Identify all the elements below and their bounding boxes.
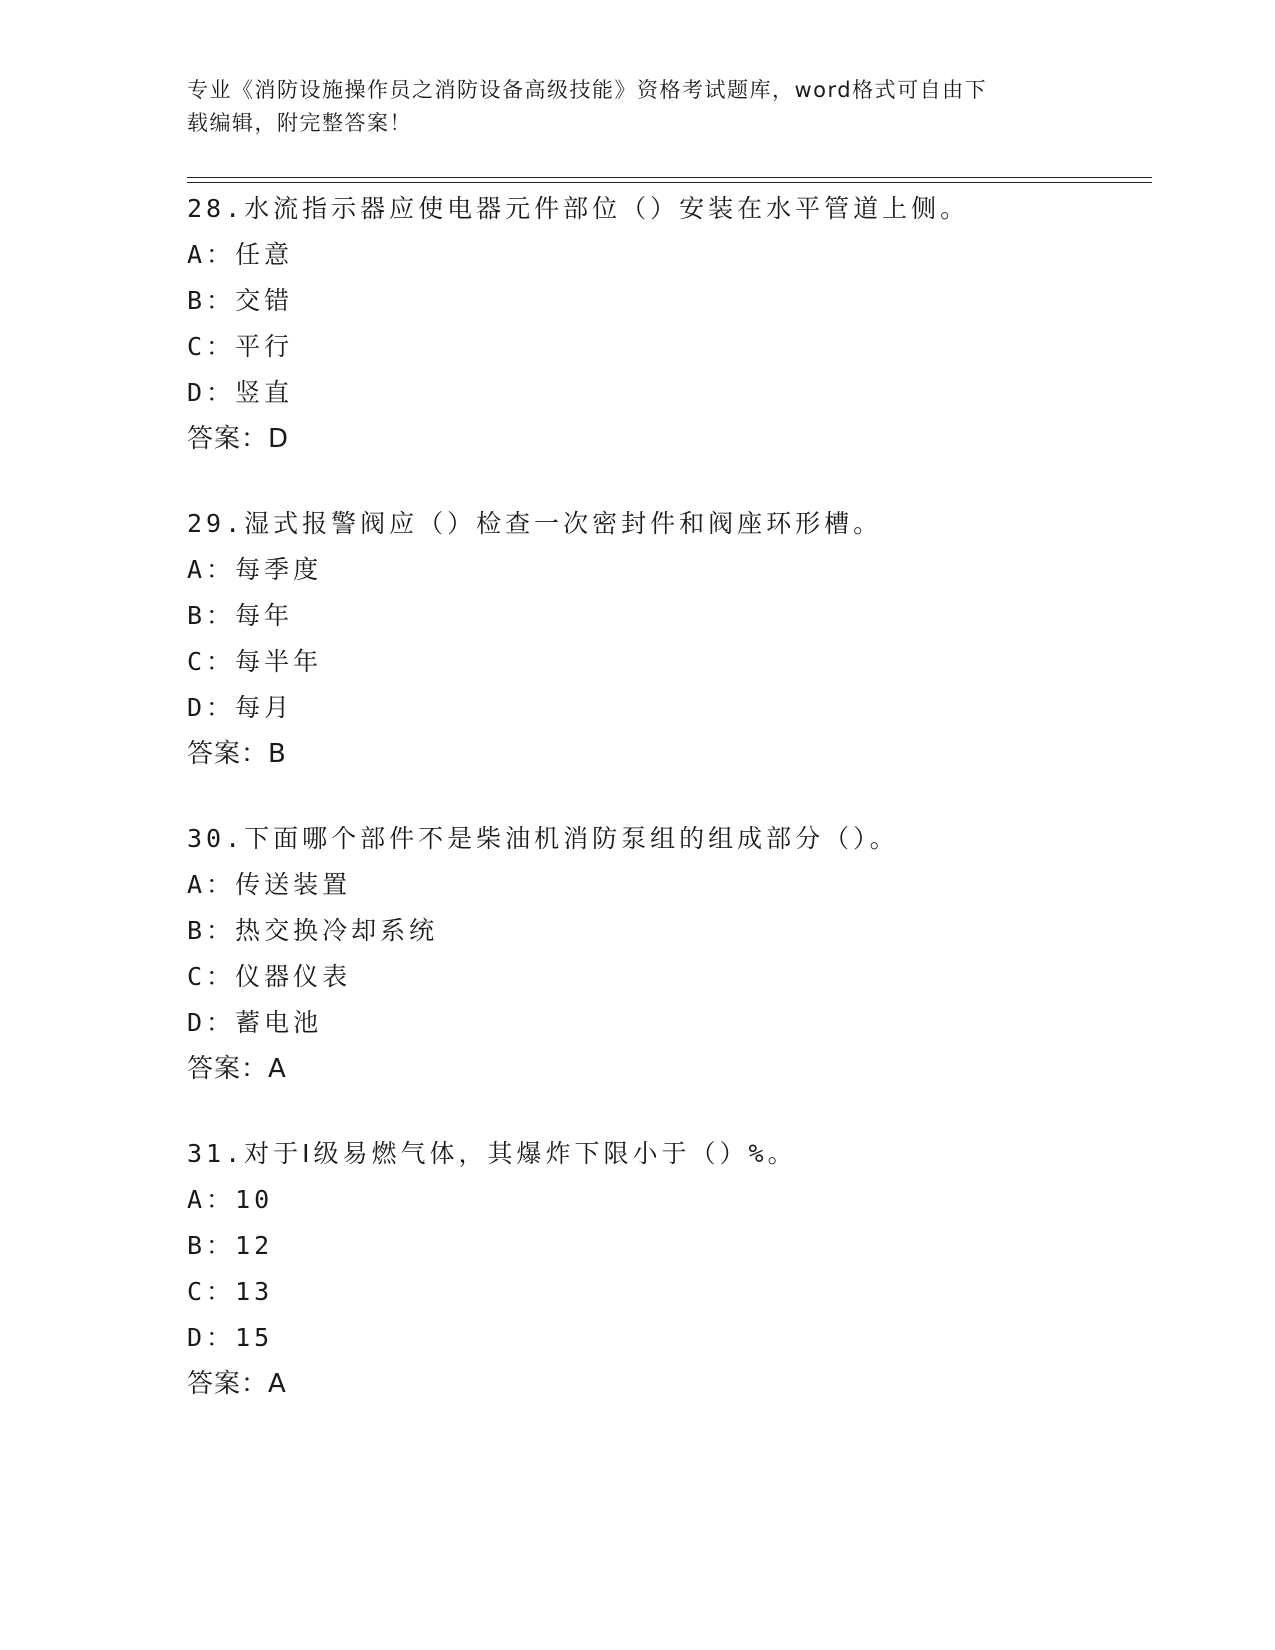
option-b [187,1223,1152,1269]
option-text: 每月 [235,693,294,722]
option-text: 任意 [235,240,294,269]
option-d [187,1000,1152,1046]
question-28 [187,186,1152,462]
option-text: 仪器仪表 [235,962,352,991]
answer-line: 答案：B [187,739,287,769]
option-key: C： [187,647,236,676]
option-key: D： [187,693,236,722]
question-title: 28.水流指示器应使电器元件部位（）安装在水平管道上侧。 [187,194,970,223]
option-key: D： [187,1008,236,1037]
option-text: 每季度 [235,555,323,584]
option-key: C： [187,332,236,361]
question-30 [187,816,1152,1092]
option-key: B： [187,916,236,945]
option-text: 交错 [235,286,294,315]
option-a [187,1177,1152,1223]
option-text: 每半年 [235,647,323,676]
answer-line: 答案：A [187,1369,287,1399]
question-title: 29.湿式报警阀应（）检查一次密封件和阀座环形槽。 [187,509,883,538]
option-text: 每年 [235,601,294,630]
header-line-1: 专业《消防设施操作员之消防设备高级技能》资格考试题库，word格式可自由下 [187,78,988,102]
option-text: 热交换冷却系统 [235,916,439,945]
option-c [187,1269,1152,1315]
option-text: 竖直 [235,378,294,407]
option-b [187,278,1152,324]
option-text: 13 [235,1277,274,1306]
option-text: 蓄电池 [235,1008,323,1037]
option-a [187,862,1152,908]
question-31 [187,1131,1152,1407]
option-d [187,685,1152,731]
option-d [187,1315,1152,1361]
option-text: 15 [235,1323,274,1352]
question-29 [187,501,1152,777]
answer-line: 答案：A [187,1054,287,1084]
option-b [187,593,1152,639]
option-key: B： [187,1231,236,1260]
option-text: 平行 [235,332,294,361]
option-c [187,639,1152,685]
header-divider-top [187,177,1152,178]
option-c [187,324,1152,370]
option-c [187,954,1152,1000]
option-text: 10 [235,1185,274,1214]
option-key: A： [187,1185,236,1214]
document-header [187,74,1087,140]
option-key: A： [187,870,236,899]
answer-line: 答案：D [187,424,290,454]
option-text: 传送装置 [235,870,352,899]
option-a [187,232,1152,278]
header-line-2: 载编辑，附完整答案！ [187,111,412,135]
option-b [187,908,1152,954]
option-key: B： [187,601,236,630]
option-key: B： [187,286,236,315]
option-key: A： [187,555,236,584]
question-title: 31.对于Ⅰ级易燃气体，其爆炸下限小于（）%。 [187,1139,797,1168]
option-d [187,370,1152,416]
option-key: C： [187,1277,236,1306]
header-divider-bottom [187,182,1152,183]
option-key: D： [187,378,236,407]
option-key: D： [187,1323,236,1352]
option-key: A： [187,240,236,269]
option-text: 12 [235,1231,274,1260]
option-a [187,547,1152,593]
option-key: C： [187,962,236,991]
question-title: 30.下面哪个部件不是柴油机消防泵组的组成部分（）。 [187,824,899,853]
